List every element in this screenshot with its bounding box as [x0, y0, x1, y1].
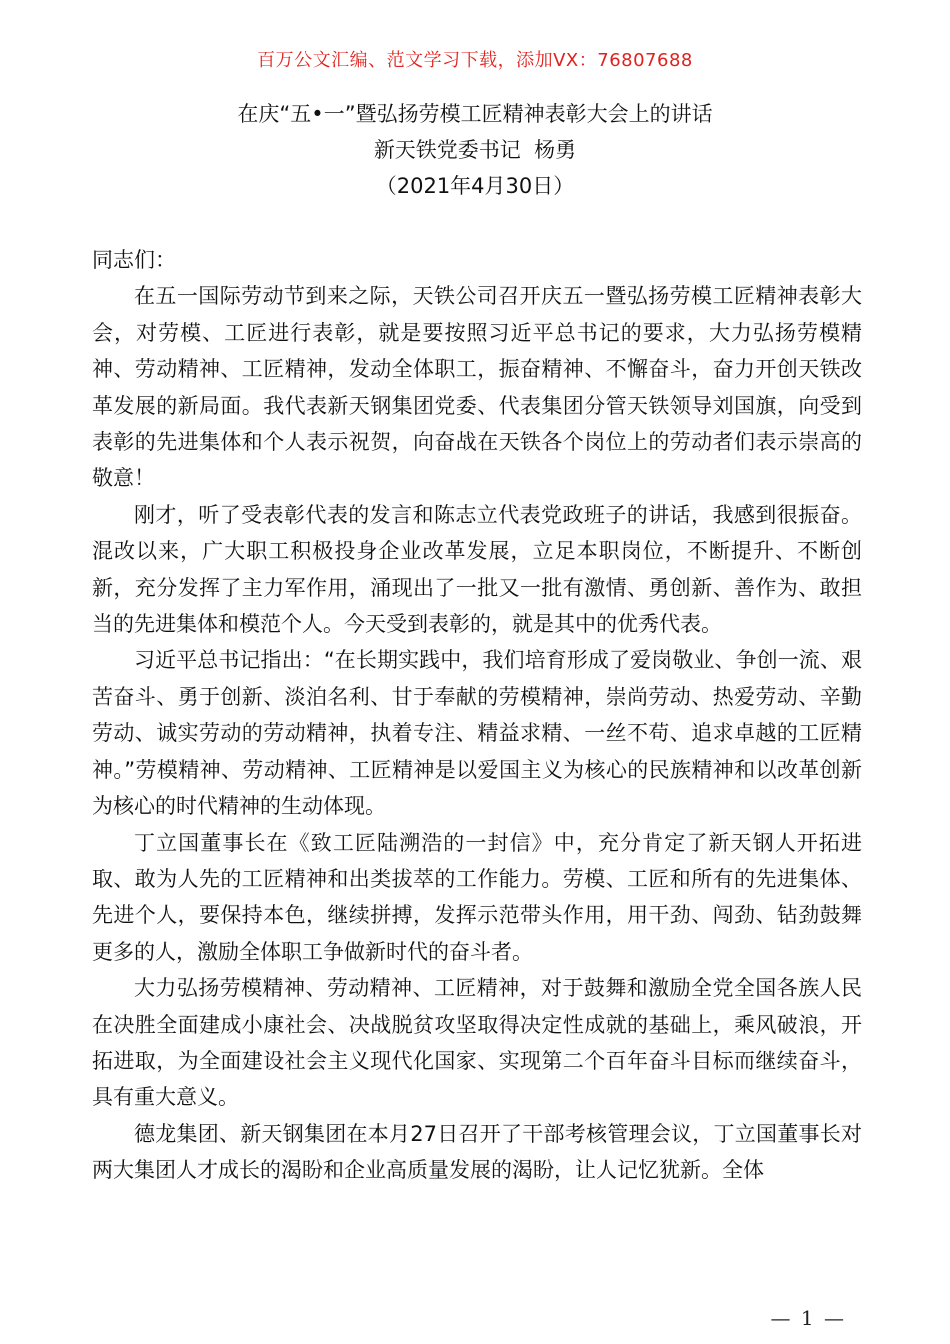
date-line: （2021年4月30日） — [375, 174, 575, 198]
document-header — [0, 96, 950, 204]
paragraph-6: 德龙集团、新天钢集团在本月27日召开了干部考核管理会议，丁立国董事长对两大集团人才成长的渴盼和企业高质量发展的渴盼，让人记忆犹新。全体 — [92, 1121, 862, 1183]
salutation: 同志们： — [92, 248, 176, 272]
document-title: 在庆“五•一”暨弘扬劳模工匠精神表彰大会上的讲话 — [237, 102, 713, 126]
paragraph-4: 丁立国董事长在《致工匠陆溯浩的一封信》中，充分肯定了新天钢人开拓进取、敢为人先的工匠精神和出类拔萃的工作能力。劳模、工匠和所有的先进集体、先进个人，要保持本色，继续拼搏，发挥示范带头作用，用干劲、闯劲、钻劲鼓舞更多的人，激励全体职工争做新时代的奋斗者。 — [92, 830, 862, 964]
watermark-text: 百万公文汇编、范文学习下载，添加VX：76807688 — [257, 50, 693, 71]
paragraph-5: 大力弘扬劳模精神、劳动精神、工匠精神，对于鼓舞和激励全党全国各族人民在决胜全面建成小康社会、决战脱贫攻坚取得决定性成就的基础上，乘风破浪，开拓进取，为全面建设社会主义现代化国家、实现第二个百年奋斗目标而继续奋斗，具有重大意义。 — [92, 976, 862, 1110]
paragraph-3: 习近平总书记指出：“在长期实践中，我们培育形成了爱岗敬业、争创一流、艰苦奋斗、勇于创新、淡泊名利、甘于奉献的劳模精神，崇尚劳动、热爱劳动、辛勤劳动、诚实劳动的劳动精神，执着专注、精益求精、一丝不苟、追求卓越的工匠精神。”劳模精神、劳动精神、工匠精神是以爱国主义为核心的民族精神和以改革创新为核心的时代精神的生动体现。 — [92, 648, 862, 819]
page-number: — 1 — — [770, 1306, 846, 1330]
document-body — [92, 242, 862, 1189]
speaker-line: 新天铁党委书记 杨勇 — [373, 138, 577, 162]
paragraph-2: 刚才，听了受表彰代表的发言和陈志立代表党政班子的讲话，我感到很振奋。混改以来，广大职工积极投身企业改革发展，立足本职岗位，不断提升、不断创新，充分发挥了主力军作用，涌现出了一批又一批有激情、勇创新、善作为、敢担当的先进集体和模范个人。今天受到表彰的，就是其中的优秀代表。 — [92, 502, 862, 637]
paragraph-1: 在五一国际劳动节到来之际，天铁公司召开庆五一暨弘扬劳模工匠精神表彰大会，对劳模、工匠进行表彰，就是要按照习近平总书记的要求，大力弘扬劳模精神、劳动精神、工匠精神，发动全体职工，振奋精神、不懈奋斗，奋力开创天铁改革发展的新局面。我代表新天钢集团党委、代表集团分管天铁领导刘国旗，向受到表彰的先进集体和个人表示祝贺，向奋战在天铁各个岗位上的劳动者们表示崇高的敬意！ — [92, 284, 862, 491]
